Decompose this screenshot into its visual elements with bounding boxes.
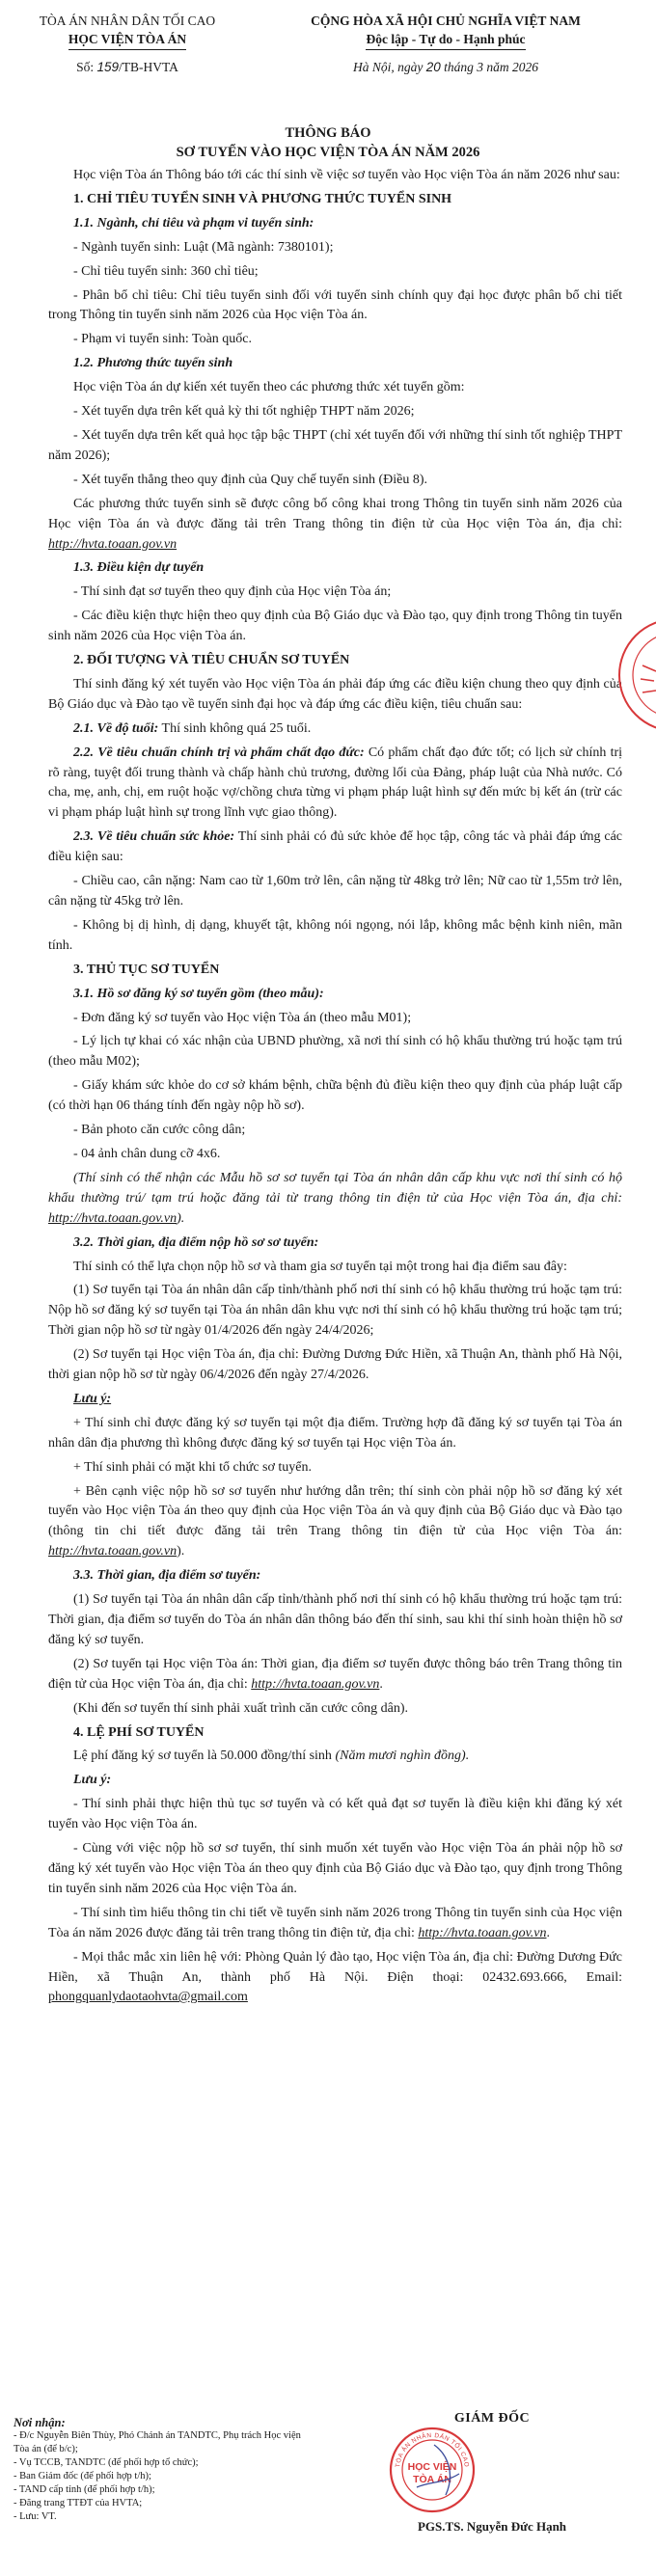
signer-title: GIÁM ĐỐC — [453, 2411, 531, 2426]
paragraph: Thí sinh đăng ký xét tuyển vào Học viện Tòa án phải đáp ứng các điều kiện chung theo quy định của Bộ Giáo dục và Đào tạo về tuyển sinh đại học và đáp ứng các điều kiện, tiêu chuẩn sau: — [48, 676, 622, 712]
official-seal-icon — [388, 2426, 477, 2514]
paragraph: Các phương thức tuyển sinh sẽ được công bố công khai trong Thông tin tuyển sinh năm 2026 của Học viện Tòa án và được đăng tải trên Trang thông tin điện tử của Học viện Tòa án, địa chỉ: http://hvta.toaan.gov.vn — [48, 496, 622, 552]
paragraph: - Xét tuyển thẳng theo quy định của Quy chế tuyển sinh (Điều 8). — [73, 472, 428, 487]
recipient-item: - Ban Giám đốc (để phối hợp t/h); — [14, 2471, 151, 2481]
document-title: THÔNG BÁO SƠ TUYỂN VÀO HỌC VIỆN TÒA ÁN NĂM 2026 — [176, 125, 480, 160]
paragraph: - Mọi thắc mắc xin liên hệ với: Phòng Quản lý đào tạo, Học viện Tòa án, địa chỉ: Đường Dương Đức Hiền, xã Thuận An, thành phố Hà Nội. Điện thoại: 02432.693.666, Email: phongquanlydaotaohvta@gmail.com — [48, 1949, 622, 2005]
paragraph: - Thí sinh đạt sơ tuyển theo quy định của Học viện Tòa án; — [73, 584, 392, 600]
place-date: Hà Nội, ngày 20 tháng 3 năm 2026 — [352, 60, 539, 74]
section-3-heading: 3. THỦ TỤC SƠ TUYỂN — [73, 962, 220, 977]
academy-name: HỌC VIỆN TÒA ÁN — [68, 30, 186, 50]
paragraph: + Bên cạnh việc nộp hồ sơ sơ tuyển như hướng dẫn trên; thí sinh còn phải nộp hồ sơ đăng ký xét tuyển vào Học viện Tòa án theo quy định của Học viện Tòa án và quy định của Bộ Giáo dục và Đào tạo (thông tin chi tiết được đăng tải trên Trang thông tin điện tử của Học viện Tòa án: http://hvta.toaan.gov.vn). — [48, 1483, 622, 1559]
website-link[interactable]: http://hvta.toaan.gov.vn — [251, 1676, 380, 1692]
paragraph: - Thí sinh tìm hiểu thông tin chi tiết về tuyển sinh năm 2026 trong Thông tin tuyển sinh của Học viện Tòa án năm 2026 được đăng tải trên trang thông tin điện tử, địa chỉ: http://hvta.toaan.gov.vn. — [48, 1905, 622, 1940]
section-1-3-heading: 1.3. Điều kiện dự tuyển — [73, 560, 205, 576]
issuing-authority — [21, 12, 233, 76]
paragraph: 2.3. Về tiêu chuẩn sức khỏe: Thí sinh phải có đủ sức khỏe để học tập, công tác và phải đáp ứng các điều kiện sau: — [48, 829, 623, 865]
section-3-1-heading: 3.1. Hồ sơ đăng ký sơ tuyển gồm (theo mẫu): — [73, 986, 324, 1001]
paragraph: + Thí sinh chỉ được đăng ký sơ tuyển tại một địa điểm. Trường hợp đã đăng ký sơ tuyển tại Tòa án nhân dân địa phương thì không được đăng ký sơ tuyển tại Học viện Tòa án. — [48, 1415, 622, 1451]
recipient-item: - Đ/c Nguyễn Biên Thùy, Phó Chánh án TANDTC, Phụ trách Học viện Tòa án (để b/c); — [14, 2430, 301, 2454]
website-link[interactable]: http://hvta.toaan.gov.vn — [48, 536, 178, 552]
recipient-item: - Đăng trang TTĐT của HVTA; — [14, 2498, 143, 2508]
paragraph: - Không bị dị hình, dị dạng, khuyết tật, không nói ngọng, nói lắp, không mắc bệnh kinh niên, mãn tính. — [48, 917, 622, 953]
website-link[interactable]: http://hvta.toaan.gov.vn — [48, 1544, 178, 1559]
section-2-heading: 2. ĐỐI TƯỢNG VÀ TIÊU CHUẨN SƠ TUYỂN — [73, 653, 350, 668]
paragraph: (2) Sơ tuyển tại Học viện Tòa án: Thời gian, địa điểm sơ tuyển được thông báo trên Trang thông tin điện tử của Học viện Tòa án, địa chỉ: http://hvta.toaan.gov.vn. — [48, 1656, 622, 1692]
seal-center-text-2: TÒA ÁN — [413, 2474, 451, 2485]
note-heading: Lưu ý: — [73, 1773, 112, 1788]
paragraph: + Thí sinh phải có mặt khi tổ chức sơ tuyển. — [73, 1459, 312, 1475]
recipient-item: - Vụ TCCB, TANDTC (để phối hợp tổ chức); — [14, 2457, 199, 2468]
section-1-1-heading: 1.1. Ngành, chỉ tiêu và phạm vi tuyển sinh: — [73, 215, 314, 230]
recipients-block — [14, 2416, 303, 2524]
signer-name: PGS.TS. Nguyễn Đức Hạnh — [417, 2519, 567, 2534]
paragraph: 2.2. Về tiêu chuẩn chính trị và phẩm chất đạo đức: Có phẩm chất đạo đức tốt; có lịch sử chính trị rõ ràng, tuyệt đối trung thành và chấp hành chủ trương, đường lối của Đảng, pháp luật của Nhà nước. Có cha, mẹ, anh, chị, em ruột hoặc vợ/chồng chưa từng vi phạm pháp luật hình sự đến mức bị kết án (trừ các vi phạm pháp luật hình sự trong lĩnh vực giao thông). — [48, 745, 623, 821]
section-3-2-heading: 3.2. Thời gian, địa điểm nộp hồ sơ sơ tuyển: — [73, 1234, 319, 1250]
paragraph: - Giấy khám sức khỏe do cơ sở khám bệnh, chữa bệnh đủ điều kiện theo quy định của pháp luật cấp (có thời hạn 06 tháng tính đến ngày nộp hồ sơ). — [48, 1078, 622, 1114]
paragraph: - Lý lịch tự khai có xác nhận của UBND phường, xã nơi thí sinh có hộ khẩu thường trú hoặc tạm trú (theo mẫu M02); — [48, 1034, 622, 1070]
section-1-2-heading: 1.2. Phương thức tuyển sinh — [73, 356, 233, 371]
note-paragraph: (Thí sinh có thể nhận các Mẫu hồ sơ sơ tuyển tại Tòa án nhân dân cấp khu vực nơi thí sinh có hộ khẩu thường trú/ tạm trú hoặc đăng tải từ trang thông tin điện tử của Học viện Tòa án, địa chỉ: http://hvta.toaan.gov.vn). — [48, 1170, 622, 1226]
website-link[interactable]: http://hvta.toaan.gov.vn — [48, 1210, 178, 1226]
paragraph: - Thí sinh phải thực hiện thủ tục sơ tuyển và có kết quả đạt sơ tuyển là điều kiện khi đăng ký xét tuyển vào Học viện Tòa án. — [48, 1797, 622, 1832]
paragraph: Lệ phí đăng ký sơ tuyển là 50.000 đồng/thí sinh (Năm mươi nghìn đồng). — [73, 1749, 470, 1764]
paragraph: - Phân bổ chỉ tiêu: Chỉ tiêu tuyển sinh đối với tuyển sinh chính quy đại học được phân bổ chi tiết trong Thông tin tuyển sinh năm 2026 của Học viện Tòa án. — [48, 287, 622, 323]
paragraph: - Cùng với việc nộp hồ sơ sơ tuyển, thí sinh muốn xét tuyển vào Học viện Tòa án phải nộp hồ sơ đăng ký xét tuyển vào Học viện Tòa án theo quy định của Bộ Giáo dục và Đào tạo, quy định trong Thông tin tuyển sinh năm 2026 của Học viện Tòa án. — [48, 1841, 622, 1896]
paragraph: - Xét tuyển dựa trên kết quả kỳ thi tốt nghiệp THPT năm 2026; — [73, 404, 415, 420]
seal-top-text: TÒA ÁN NHÂN DÂN TỐI CAO — [395, 2431, 470, 2468]
edge-seal-icon — [617, 617, 656, 733]
paragraph: 2.1. Về độ tuổi: Thí sinh không quá 25 tuổi. — [73, 720, 312, 736]
nation-name: CỘNG HÒA XÃ HỘI CHỦ NGHĨA VIỆT NAM — [311, 14, 581, 28]
paragraph: Học viện Tòa án dự kiến xét tuyển theo các phương thức xét tuyển gồm: — [73, 380, 465, 395]
recipient-item: - Lưu: VT. — [14, 2511, 57, 2522]
email-link[interactable]: phongquanlydaotaohvta@gmail.com — [48, 1990, 248, 2005]
note-heading: Lưu ý: — [73, 1391, 112, 1406]
document-body — [48, 166, 622, 2012]
paragraph: - Chỉ tiêu tuyển sinh: 360 chỉ tiêu; — [73, 263, 259, 279]
paragraph: - Chiều cao, cân nặng: Nam cao từ 1,60m trở lên, cân nặng từ 48kg trở lên; Nữ cao từ 1,55m trở lên, cân nặng từ 45kg trở lên. — [48, 874, 622, 908]
paragraph: - Đơn đăng ký sơ tuyển vào Học viện Tòa án (theo mẫu M01); — [73, 1010, 412, 1025]
paragraph: - 04 ảnh chân dung cỡ 4x6. — [73, 1146, 221, 1161]
paragraph: (1) Sơ tuyển tại Tòa án nhân dân cấp tỉnh/thành phố nơi thí sinh có hộ khẩu thường trú hoặc tạm trú: Nộp hồ sơ đăng ký sơ tuyển tại Tòa án nhân dân khu vực nơi thí sinh có hộ khẩu thường trú hoặc tạm trú; Thời gian nộp hồ sơ từ ngày 01/4/2026 đến ngày 24/4/2026; — [48, 1283, 622, 1339]
seal-center-text-1: HỌC VIỆN — [407, 2461, 457, 2473]
section-1-heading: 1. CHỈ TIÊU TUYỂN SINH VÀ PHƯƠNG THỨC TUYỂN SINH — [73, 191, 452, 206]
recipients-label: Nơi nhận: — [14, 2416, 66, 2429]
paragraph: (Khi đến sơ tuyển thí sinh phải xuất trình căn cước công dân). — [73, 1700, 409, 1716]
paragraph: - Bản photo căn cước công dân; — [73, 1123, 246, 1138]
paragraph: Thí sinh có thể lựa chọn nộp hồ sơ và tham gia sơ tuyển tại một trong hai địa điểm sau đây: — [73, 1259, 567, 1274]
section-4-heading: 4. LỆ PHÍ SƠ TUYỂN — [73, 1724, 205, 1740]
motto: Độc lập - Tự do - Hạnh phúc — [366, 30, 525, 50]
website-link[interactable]: http://hvta.toaan.gov.vn — [418, 1925, 547, 1940]
court-name: TÒA ÁN NHÂN DÂN TỐI CAO — [39, 14, 216, 28]
intro-paragraph: Học viện Tòa án Thông báo tới các thí sinh về việc sơ tuyển vào Học viện Tòa án năm 2026 như sau: — [73, 168, 620, 182]
paragraph: - Các điều kiện thực hiện theo quy định của Bộ Giáo dục và Đào tạo, quy định trong Thông tin tuyển sinh năm 2026 của Học viện Tòa án. — [48, 609, 622, 644]
paragraph: - Phạm vi tuyển sinh: Toàn quốc. — [73, 332, 253, 347]
national-motto — [253, 12, 639, 76]
section-3-3-heading: 3.3. Thời gian, địa điểm sơ tuyển: — [73, 1568, 261, 1584]
paragraph: - Xét tuyển dựa trên kết quả học tập bậc THPT (chỉ xét tuyển đối với những thí sinh tốt nghiệp THPT năm 2026); — [48, 427, 622, 463]
paragraph: (2) Sơ tuyển tại Học viện Tòa án, địa chỉ: Đường Dương Đức Hiền, xã Thuận An, thành phố Hà Nội, thời gian nộp hồ sơ từ ngày 06/4/2026 đến ngày 27/4/2026. — [48, 1347, 622, 1383]
paragraph: (1) Sơ tuyển tại Tòa án nhân dân cấp tỉnh/thành phố nơi thí sinh có hộ khẩu thường trú hoặc tạm trú: Thời gian, địa điểm sơ tuyển do Tòa án nhân dân thông báo đến thí sinh, sau khi thí sinh hoàn thiện hồ sơ đăng ký sơ tuyển. — [48, 1592, 622, 1647]
recipient-item: - TAND cấp tỉnh (để phối hợp t/h); — [14, 2484, 155, 2495]
paragraph: - Ngành tuyển sinh: Luật (Mã ngành: 7380101); — [73, 239, 334, 255]
document-number: Số: 159/TB-HVTA — [76, 60, 178, 74]
